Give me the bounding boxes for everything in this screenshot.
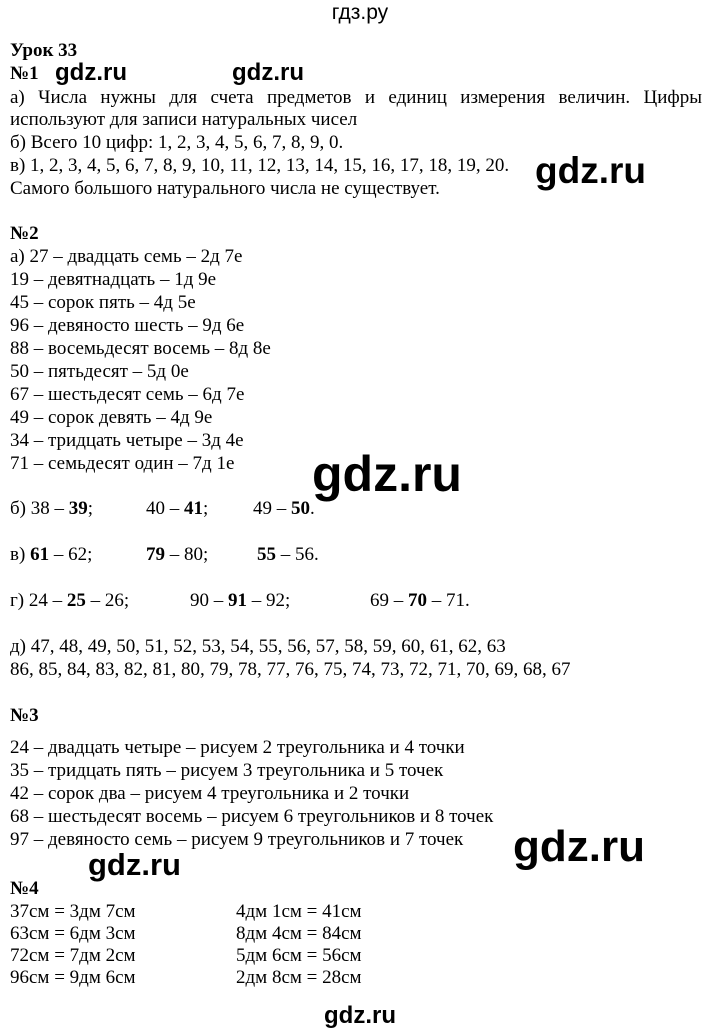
task4-right-item: 5дм 6см = 56см [236, 945, 362, 966]
text: – 80; [165, 544, 209, 565]
task4-left-item: 63см = 6дм 3см [10, 923, 136, 944]
answer-number: 55 [257, 544, 276, 565]
task2-d-line2: 86, 85, 84, 83, 82, 81, 80, 79, 78, 77, 76, 75, 74, 73, 72, 71, 70, 69, 68, 67 [10, 659, 571, 680]
task2-d-line1: д) 47, 48, 49, 50, 51, 52, 53, 54, 55, 56, 57, 58, 59, 60, 61, 62, 63 [10, 636, 506, 657]
task2-g-part1 [10, 589, 129, 612]
text: . [310, 498, 315, 519]
task2-a-line: 71 – семьдесят один – 7д 1е [10, 453, 235, 474]
task2-a-line: 19 – девятнадцать – 1д 9е [10, 269, 217, 290]
watermark: gdz.ru [232, 59, 304, 86]
task2-a-line: 49 – сорок девять – 4д 9е [10, 407, 213, 428]
text: ; [203, 498, 209, 519]
task4-left-item: 37см = 3дм 7см [10, 901, 136, 922]
task1-a-line1: а) Числа нужны для счета предметов и единиц измерения величин. Цифры [10, 87, 702, 108]
text: 40 – [146, 498, 184, 519]
text: 90 – [190, 590, 228, 611]
watermark: gdz.ru [88, 847, 181, 882]
task2-a-line: 45 – сорок пять – 4д 5е [10, 292, 196, 313]
task3-line: 24 – двадцать четыре – рисуем 2 треугольника и 4 точки [10, 737, 465, 758]
task4-right-item: 2дм 8см = 28см [236, 967, 362, 988]
task4-left-item: 72см = 7дм 2см [10, 945, 136, 966]
answer-number: 25 [66, 590, 86, 611]
answer-number: 91 [228, 590, 247, 611]
answer-number: 39 [68, 498, 88, 519]
answer-number: 50 [291, 498, 310, 519]
text: 49 – [253, 498, 291, 519]
task3-line: 42 – сорок два – рисуем 4 треугольника и 2 точки [10, 783, 410, 804]
task2-b-part1 [10, 497, 93, 520]
task2-v-part1 [10, 543, 92, 566]
text: б) 38 – [10, 498, 69, 519]
task2-a-line: 67 – шестьдесят семь – 6д 7е [10, 384, 245, 405]
task4-right-item: 4дм 1см = 41см [236, 901, 362, 922]
task4-right-item: 8дм 4см = 84см [236, 923, 362, 944]
answer-number: 41 [184, 498, 203, 519]
task2-a-line: 50 – пятьдесят – 5д 0е [10, 361, 189, 382]
task1-b: б) Всего 10 цифр: 1, 2, 3, 4, 5, 6, 7, 8, 9, 0. [10, 132, 344, 153]
task2-a-line: 34 – тридцать четыре – 3д 4е [10, 430, 244, 451]
task2-a-line: 88 – восемьдесят восемь – 8д 8е [10, 338, 271, 359]
text: – 56. [276, 544, 319, 565]
answer-number: 79 [146, 544, 165, 565]
watermark: gdz.ru [312, 446, 462, 502]
text: – 92; [247, 590, 291, 611]
text: г) 24 – [10, 590, 67, 611]
task2-b-part2 [146, 497, 208, 520]
watermark: gdz.ru [535, 150, 646, 191]
text: 69 – [370, 590, 408, 611]
site-header: гдз.ру [331, 1, 389, 24]
task3-title: №3 [10, 705, 39, 726]
text: в) [10, 544, 31, 565]
task3-line: 97 – девяносто семь – рисуем 9 треугольников и 7 точек [10, 829, 464, 850]
task2-g-part2 [190, 589, 290, 612]
task2-a-line: а) 27 – двадцать семь – 2д 7е [10, 246, 243, 267]
task4-title: №4 [10, 878, 39, 899]
text: ; [87, 498, 94, 519]
task2-title: №2 [10, 223, 39, 244]
task1-v: в) 1, 2, 3, 4, 5, 6, 7, 8, 9, 10, 11, 12, 13, 14, 15, 16, 17, 18, 19, 20. [10, 155, 510, 176]
task2-b-part3 [253, 497, 315, 520]
task2-v-part2 [146, 543, 208, 566]
task3-line: 35 – тридцать пять – рисуем 3 треугольника и 5 точек [10, 760, 444, 781]
task2-v-part3 [257, 543, 319, 566]
answer-number: 70 [408, 590, 427, 611]
task3-line: 68 – шестьдесят восемь – рисуем 6 треугольников и 8 точек [10, 806, 494, 827]
watermark: gdz.ru [55, 59, 127, 86]
text: – 71. [427, 590, 470, 611]
answer-number: 61 [30, 544, 50, 565]
task4-left-item: 96см = 9дм 6см [10, 967, 136, 988]
task1-conclusion: Самого большого натурального числа не существует. [10, 178, 440, 199]
task2-g-part3 [370, 589, 470, 612]
text: – 26; [85, 590, 130, 611]
task2-a-line: 96 – девяносто шесть – 9д 6е [10, 315, 245, 336]
text: – 62; [49, 544, 93, 565]
task1-a-line2: используют для записи натуральных чисел [10, 109, 358, 130]
watermark: gdz.ru [513, 822, 645, 871]
watermark: gdz.ru [324, 1002, 396, 1029]
task1-title: №1 [10, 63, 39, 84]
lesson-title: Урок 33 [10, 40, 78, 61]
